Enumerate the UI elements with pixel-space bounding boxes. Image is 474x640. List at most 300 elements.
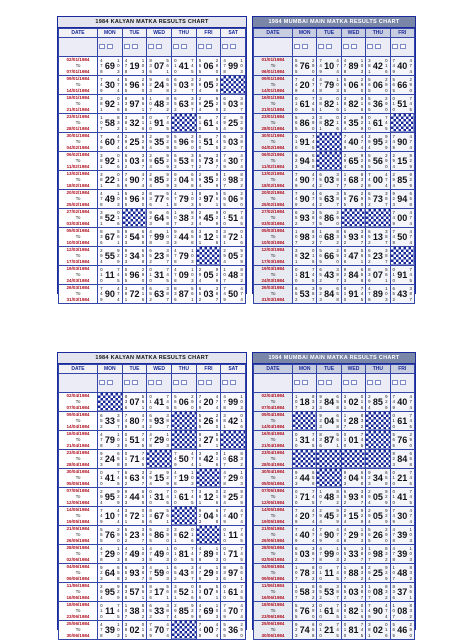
open-panna: 7 4 9 [392, 228, 395, 245]
open-panna: 2 9 4 [319, 507, 322, 524]
result-cell [366, 228, 390, 247]
result-cell [122, 152, 147, 171]
close-panna: 6 5 8 [311, 621, 315, 638]
jodi-number: 44 [178, 232, 189, 242]
date-from: 20/02/1984 [261, 190, 285, 195]
close-panna: 6 5 8 [311, 152, 315, 169]
result-cell [317, 507, 341, 526]
result-cell [221, 564, 246, 583]
open-panna: 0 1 0 [319, 621, 322, 638]
open-panna: 6 5 2 [294, 209, 298, 226]
open-panna: 7 4 9 [100, 133, 103, 150]
jodi-number: 05 [372, 511, 383, 521]
jodi-number: 90 [324, 530, 335, 540]
result-cell [317, 285, 341, 304]
date-from: 25/06/1984 [66, 621, 90, 626]
open-panna: 4 7 8 [149, 228, 152, 245]
open-panna: 0 1 0 [100, 469, 103, 486]
date-to-label: To [75, 177, 81, 182]
date-to: 21/01/1984 [261, 107, 285, 112]
result-cell [171, 266, 196, 285]
table-row [59, 57, 246, 76]
close-panna: 8 3 2 [141, 602, 145, 619]
jodi-number: 94 [397, 194, 408, 204]
jodi-number: 29 [228, 473, 239, 483]
close-panna: 3 8 7 [311, 285, 315, 302]
jodi-number: 23 [129, 530, 140, 540]
date-to-label: To [270, 437, 276, 442]
close-panna: 6 5 8 [409, 190, 412, 207]
close-panna: 4 7 4 [409, 393, 412, 410]
open-panna: 3 8 1 [343, 95, 347, 112]
date-from: 12/03/1984 [66, 247, 90, 252]
open-panna: 5 6 5 [223, 190, 226, 207]
close-panna: 9 2 9 [240, 247, 243, 264]
result-cell [317, 621, 341, 640]
jodi-number: 98 [228, 175, 239, 185]
open-panna: 6 5 2 [198, 285, 202, 302]
open-panna: 3 8 1 [174, 583, 177, 600]
open-panna: 0 1 0 [319, 602, 322, 619]
column-header-thu: THU [171, 29, 196, 38]
open-panna: 8 3 6 [198, 190, 202, 207]
result-cell [317, 266, 341, 285]
close-panna: 2 9 0 [409, 76, 412, 93]
open-panna: 2 9 4 [149, 469, 152, 486]
holiday-cell [366, 209, 390, 228]
table-row [254, 76, 415, 95]
table-row [254, 114, 415, 133]
close-panna: 4 7 4 [240, 152, 243, 169]
jodi-number: 85 [154, 175, 165, 185]
jodi-number: 90 [104, 289, 115, 299]
close-panna: 4 7 4 [191, 450, 194, 467]
date-range-cell [254, 526, 293, 545]
jodi-number: 91 [154, 118, 165, 128]
open-panna: 1 0 7 [294, 228, 298, 245]
close-panna: 1 0 3 [141, 545, 145, 562]
date-from: 01/01/1984 [261, 57, 285, 62]
table-row [59, 526, 246, 545]
close-panna: 1 0 3 [360, 57, 364, 74]
jodi-number: 82 [348, 99, 359, 109]
result-cell [122, 450, 147, 469]
open-panna: 1 0 7 [149, 95, 152, 112]
jodi-number: 29 [348, 530, 359, 540]
result-cell [390, 545, 414, 564]
close-panna: 3 8 7 [191, 95, 194, 112]
result-cell [341, 247, 365, 266]
open-panna: 9 2 3 [124, 228, 128, 245]
jodi-number: 82 [324, 118, 335, 128]
date-from: 09/01/1984 [261, 76, 285, 81]
open-panna: 4 7 8 [319, 545, 322, 562]
result-cell [196, 450, 221, 469]
jodi-number: 03 [299, 549, 310, 559]
result-cell [147, 247, 172, 266]
close-panna: 1 0 3 [141, 57, 145, 74]
open-panna: 2 9 4 [223, 488, 226, 505]
result-cell [317, 412, 341, 431]
jodi-number: 86 [299, 118, 310, 128]
jodi-number: 04 [203, 511, 214, 521]
jodi-number: 81 [299, 270, 310, 280]
date-to: 23/06/1984 [66, 614, 90, 619]
result-cell [98, 190, 123, 209]
date-from: 07/05/1984 [66, 488, 90, 493]
open-panna: 2 9 4 [343, 507, 347, 524]
checkered-holiday-icon [197, 247, 221, 265]
close-panna: 6 5 8 [141, 488, 145, 505]
jodi-number: 20 [203, 397, 214, 407]
close-panna: 3 8 7 [141, 564, 145, 581]
date-range-cell [59, 602, 98, 621]
checkered-holiday-icon [293, 450, 316, 468]
result-cell [122, 488, 147, 507]
close-panna: 6 5 8 [311, 469, 315, 486]
panna-box-icon [351, 44, 357, 49]
date-to-label: To [270, 82, 276, 87]
result-cell [341, 621, 365, 640]
date-to-label: To [270, 177, 276, 182]
open-panna: 7 4 9 [392, 133, 395, 150]
jodi-number: 06 [178, 397, 189, 407]
open-panna: 5 6 5 [368, 76, 371, 93]
checkered-holiday-icon [317, 469, 340, 487]
result-cell [317, 602, 341, 621]
close-panna: 7 4 5 [117, 266, 120, 283]
close-panna: 7 4 5 [311, 431, 315, 448]
open-panna: 2 9 4 [223, 114, 226, 131]
close-panna: 2 9 0 [360, 190, 364, 207]
holiday-cell [366, 412, 390, 431]
open-panna: 2 9 4 [100, 488, 103, 505]
jodi-number: 41 [178, 61, 189, 71]
date-from: 20/02/1984 [66, 190, 90, 195]
open-panna: 6 5 2 [294, 545, 298, 562]
jodi-number: 28 [348, 416, 359, 426]
close-panna: 2 9 0 [311, 602, 315, 619]
result-cell [122, 545, 147, 564]
jodi-number: 55 [104, 251, 115, 261]
table-row [59, 228, 246, 247]
open-panna: 1 0 7 [223, 171, 226, 188]
result-cell [317, 526, 341, 545]
result-cell [317, 545, 341, 564]
date-to-label: To [270, 120, 276, 125]
date-to-label: To [270, 418, 276, 423]
date-range-cell [254, 190, 293, 209]
open-panna: 6 5 2 [223, 95, 226, 112]
close-panna: 4 7 4 [117, 507, 120, 524]
date-to-label: To [75, 63, 81, 68]
result-cell [293, 209, 317, 228]
close-panna: 1 0 3 [166, 545, 169, 562]
kalyan-chart-jan-mar [57, 16, 247, 302]
date-to: 07/04/1984 [261, 405, 285, 410]
column-header-mon: MON [293, 365, 317, 374]
column-header-date: DATE [254, 365, 293, 374]
open-panna: 6 5 2 [343, 488, 347, 505]
column-header-date: DATE [59, 365, 98, 374]
date-from: 27/02/1984 [66, 209, 90, 214]
open-panna: 9 2 3 [368, 469, 371, 486]
open-panna: 9 2 3 [100, 450, 103, 467]
close-panna: 1 0 3 [360, 526, 364, 543]
open-panna: 7 4 9 [198, 393, 202, 410]
result-cell [122, 190, 147, 209]
date-to: 19/05/1984 [261, 519, 285, 524]
close-panna: 3 8 7 [336, 583, 339, 600]
close-panna: 7 4 5 [191, 57, 194, 74]
jodi-number: 06 [228, 194, 239, 204]
close-panna: 3 8 7 [360, 488, 364, 505]
jodi-number: 99 [154, 232, 165, 242]
result-cell [341, 114, 365, 133]
jodi-number: 12 [203, 232, 214, 242]
close-panna: 4 7 4 [409, 133, 412, 150]
result-cell [98, 133, 123, 152]
open-panna: 6 5 2 [343, 545, 347, 562]
panna-box-icon [206, 380, 212, 385]
open-panna: 4 7 8 [223, 393, 226, 410]
panna-box-icon [99, 380, 105, 385]
date-range-cell [59, 450, 98, 469]
close-panna: 7 4 5 [166, 393, 169, 410]
jodi-number: 43 [397, 289, 408, 299]
jodi-number: 00 [203, 625, 214, 635]
open-panna: 6 5 2 [368, 247, 371, 264]
date-from: 23/01/1984 [66, 114, 90, 119]
open-panna: 3 8 1 [100, 209, 103, 226]
column-header-tue: TUE [317, 29, 341, 38]
close-panna: 4 7 4 [240, 285, 243, 302]
table-row [254, 526, 415, 545]
jodi-number: 49 [129, 549, 140, 559]
table-row [254, 583, 415, 602]
panna-box-icon [132, 380, 138, 385]
open-panna: 1 0 7 [294, 583, 298, 600]
result-cell [122, 57, 147, 76]
open-panna: 4 7 8 [100, 431, 103, 448]
result-cell [221, 393, 246, 412]
close-panna: 9 2 9 [191, 602, 194, 619]
jodi-number: 85 [397, 175, 408, 185]
jodi-number: 74 [299, 625, 310, 635]
result-cell [317, 228, 341, 247]
close-panna: 1 0 3 [117, 545, 120, 562]
close-panna: 0 1 6 [240, 412, 243, 429]
jodi-number: 49 [154, 549, 165, 559]
close-panna: 4 7 4 [311, 76, 315, 93]
jodi-number: 03 [348, 587, 359, 597]
close-panna: 2 9 0 [409, 431, 412, 448]
jodi-number: 79 [178, 251, 189, 261]
close-panna: 1 0 3 [336, 545, 339, 562]
checkered-holiday-icon [342, 209, 365, 227]
result-cell [390, 431, 414, 450]
result-cell [317, 247, 341, 266]
column-header-sat: SAT [221, 29, 246, 38]
result-cell [196, 545, 221, 564]
result-cell [366, 583, 390, 602]
date-to-label: To [75, 627, 81, 632]
table-row [59, 393, 246, 412]
close-panna: 2 9 0 [191, 133, 194, 150]
open-panna: 8 3 6 [174, 285, 177, 302]
result-cell [147, 114, 172, 133]
date-range-cell [59, 285, 98, 304]
close-panna: 5 6 1 [166, 57, 169, 74]
open-panna: 8 3 6 [223, 564, 226, 581]
jodi-number: 51 [129, 435, 140, 445]
close-panna: 5 6 1 [166, 190, 169, 207]
jodi-number: 90 [372, 606, 383, 616]
open-panna: 0 1 0 [343, 285, 347, 302]
open-panna: 1 0 7 [319, 488, 322, 505]
jodi-number: 52 [104, 213, 115, 223]
open-panna: 0 1 0 [368, 114, 371, 131]
open-panna: 3 8 1 [198, 228, 202, 245]
open-panna: 7 4 9 [124, 171, 128, 188]
jodi-number: 07 [372, 270, 383, 280]
result-cell [147, 526, 172, 545]
result-cell [366, 526, 390, 545]
open-panna: 4 7 8 [100, 545, 103, 562]
close-panna: 4 7 4 [240, 507, 243, 524]
result-cell [293, 583, 317, 602]
open-panna: 5 6 5 [174, 393, 177, 410]
jodi-number: 99 [324, 549, 335, 559]
jodi-number: 41 [397, 492, 408, 502]
jodi-number: 85 [372, 397, 383, 407]
jodi-number: 35 [348, 118, 359, 128]
result-cell [293, 621, 317, 640]
table-row [59, 564, 246, 583]
date-to-label: To [75, 475, 81, 480]
open-panna: 0 1 0 [294, 95, 298, 112]
date-to: 30/06/1984 [66, 633, 90, 638]
close-panna: 2 9 0 [385, 95, 388, 112]
open-panna: 5 6 5 [223, 621, 226, 638]
result-cell [171, 469, 196, 488]
jodi-number: 88 [348, 568, 359, 578]
open-panna: 6 5 2 [124, 564, 128, 581]
jodi-number: 57 [129, 587, 140, 597]
result-cell [122, 228, 147, 247]
close-panna: 6 5 8 [360, 469, 364, 486]
mumbai-chart-jan-mar [252, 16, 416, 302]
close-panna: 5 6 1 [215, 431, 219, 448]
open-panna: 5 6 5 [368, 95, 371, 112]
open-panna: 9 2 3 [149, 76, 152, 93]
jodi-number: 86 [324, 213, 335, 223]
column-header-tue: TUE [317, 365, 341, 374]
result-cell [390, 507, 414, 526]
panna-box-icon [326, 380, 332, 385]
jodi-number: 64 [104, 568, 115, 578]
result-cell [390, 412, 414, 431]
jodi-number: 73 [372, 194, 383, 204]
open-panna: 0 1 0 [294, 431, 298, 448]
close-panna: 0 1 6 [215, 488, 219, 505]
panna-box-icon [173, 44, 179, 49]
result-cell [147, 266, 172, 285]
close-panna: 2 9 0 [360, 76, 364, 93]
jodi-number: 58 [299, 587, 310, 597]
result-cell [171, 526, 196, 545]
date-to-label: To [75, 437, 81, 442]
open-panna: 5 6 5 [392, 76, 395, 93]
result-cell [390, 266, 414, 285]
close-panna: 8 3 2 [385, 545, 388, 562]
close-panna: 8 3 2 [166, 95, 169, 112]
column-header-sat: SAT [221, 365, 246, 374]
jodi-number: 11 [105, 606, 115, 616]
jodi-number: 86 [154, 530, 165, 540]
close-panna: 6 5 8 [336, 285, 339, 302]
result-cell [98, 209, 123, 228]
date-range-cell [254, 133, 293, 152]
jodi-number: 33 [348, 549, 359, 559]
close-panna: 1 0 3 [215, 545, 219, 562]
open-panna: 0 1 0 [294, 266, 298, 283]
result-cell [98, 602, 123, 621]
date-to: 12/05/1984 [261, 500, 285, 505]
date-to: 21/04/1984 [66, 443, 90, 448]
result-cell [293, 95, 317, 114]
date-to-label: To [75, 399, 81, 404]
jodi-number: 19 [129, 61, 140, 71]
jodi-number: 84 [348, 270, 359, 280]
table-row [254, 133, 415, 152]
open-panna: 0 1 0 [124, 450, 128, 467]
close-panna: 2 9 0 [311, 57, 315, 74]
result-cell [390, 171, 414, 190]
jodi-number: 45 [203, 213, 214, 223]
close-panna: 2 9 0 [385, 526, 388, 543]
date-range-cell [59, 190, 98, 209]
open-panna: 9 2 3 [319, 412, 322, 429]
close-panna: 6 5 8 [141, 228, 145, 245]
result-cell [317, 209, 341, 228]
open-panna: 4 7 8 [174, 247, 177, 264]
close-panna: 6 5 8 [117, 450, 120, 467]
jodi-number: 91 [397, 270, 408, 280]
open-panna: 3 8 1 [100, 95, 103, 112]
jodi-number: 92 [104, 99, 115, 109]
panna-box-icon [124, 380, 130, 385]
date-from: 16/04/1984 [66, 431, 90, 436]
jodi-number: 03 [129, 156, 140, 166]
date-to-label: To [75, 494, 81, 499]
open-panna: 7 4 9 [149, 621, 152, 638]
result-cell [390, 469, 414, 488]
close-panna: 5 6 1 [141, 393, 145, 410]
jodi-number: 41 [104, 473, 115, 483]
jodi-number: 47 [348, 251, 359, 261]
close-panna: 4 7 4 [141, 412, 145, 429]
result-cell [122, 133, 147, 152]
date-from: 02/04/1984 [66, 393, 90, 398]
result-cell [98, 57, 123, 76]
result-cell [147, 469, 172, 488]
date-range-cell [59, 114, 98, 133]
close-panna: 5 6 1 [240, 564, 243, 581]
close-panna: 0 1 6 [141, 621, 145, 638]
jodi-number: 25 [203, 99, 214, 109]
date-to: 16/06/1984 [261, 595, 285, 600]
